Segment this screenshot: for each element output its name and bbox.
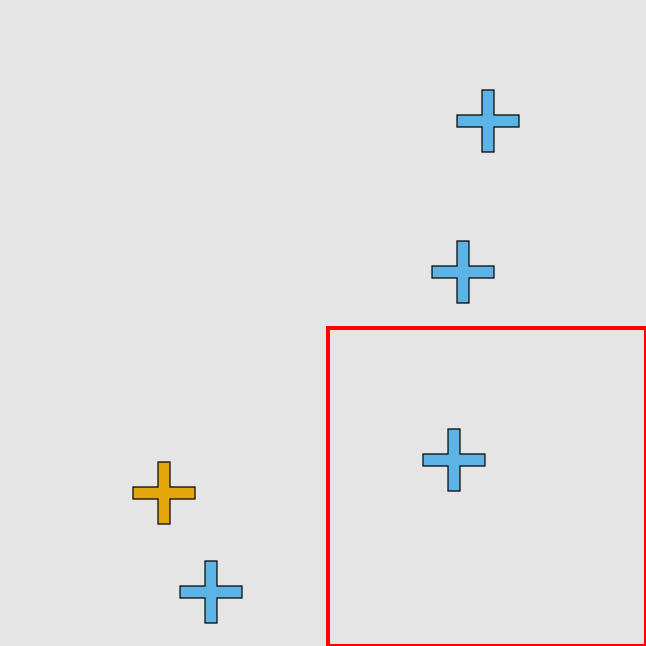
blue-plus-icon[interactable] (422, 428, 486, 492)
blue-plus-icon[interactable] (431, 240, 495, 304)
selection-box[interactable] (326, 326, 646, 646)
blue-plus-icon[interactable] (179, 560, 243, 624)
blue-plus-icon[interactable] (456, 89, 520, 153)
orange-plus-icon[interactable] (132, 461, 196, 525)
